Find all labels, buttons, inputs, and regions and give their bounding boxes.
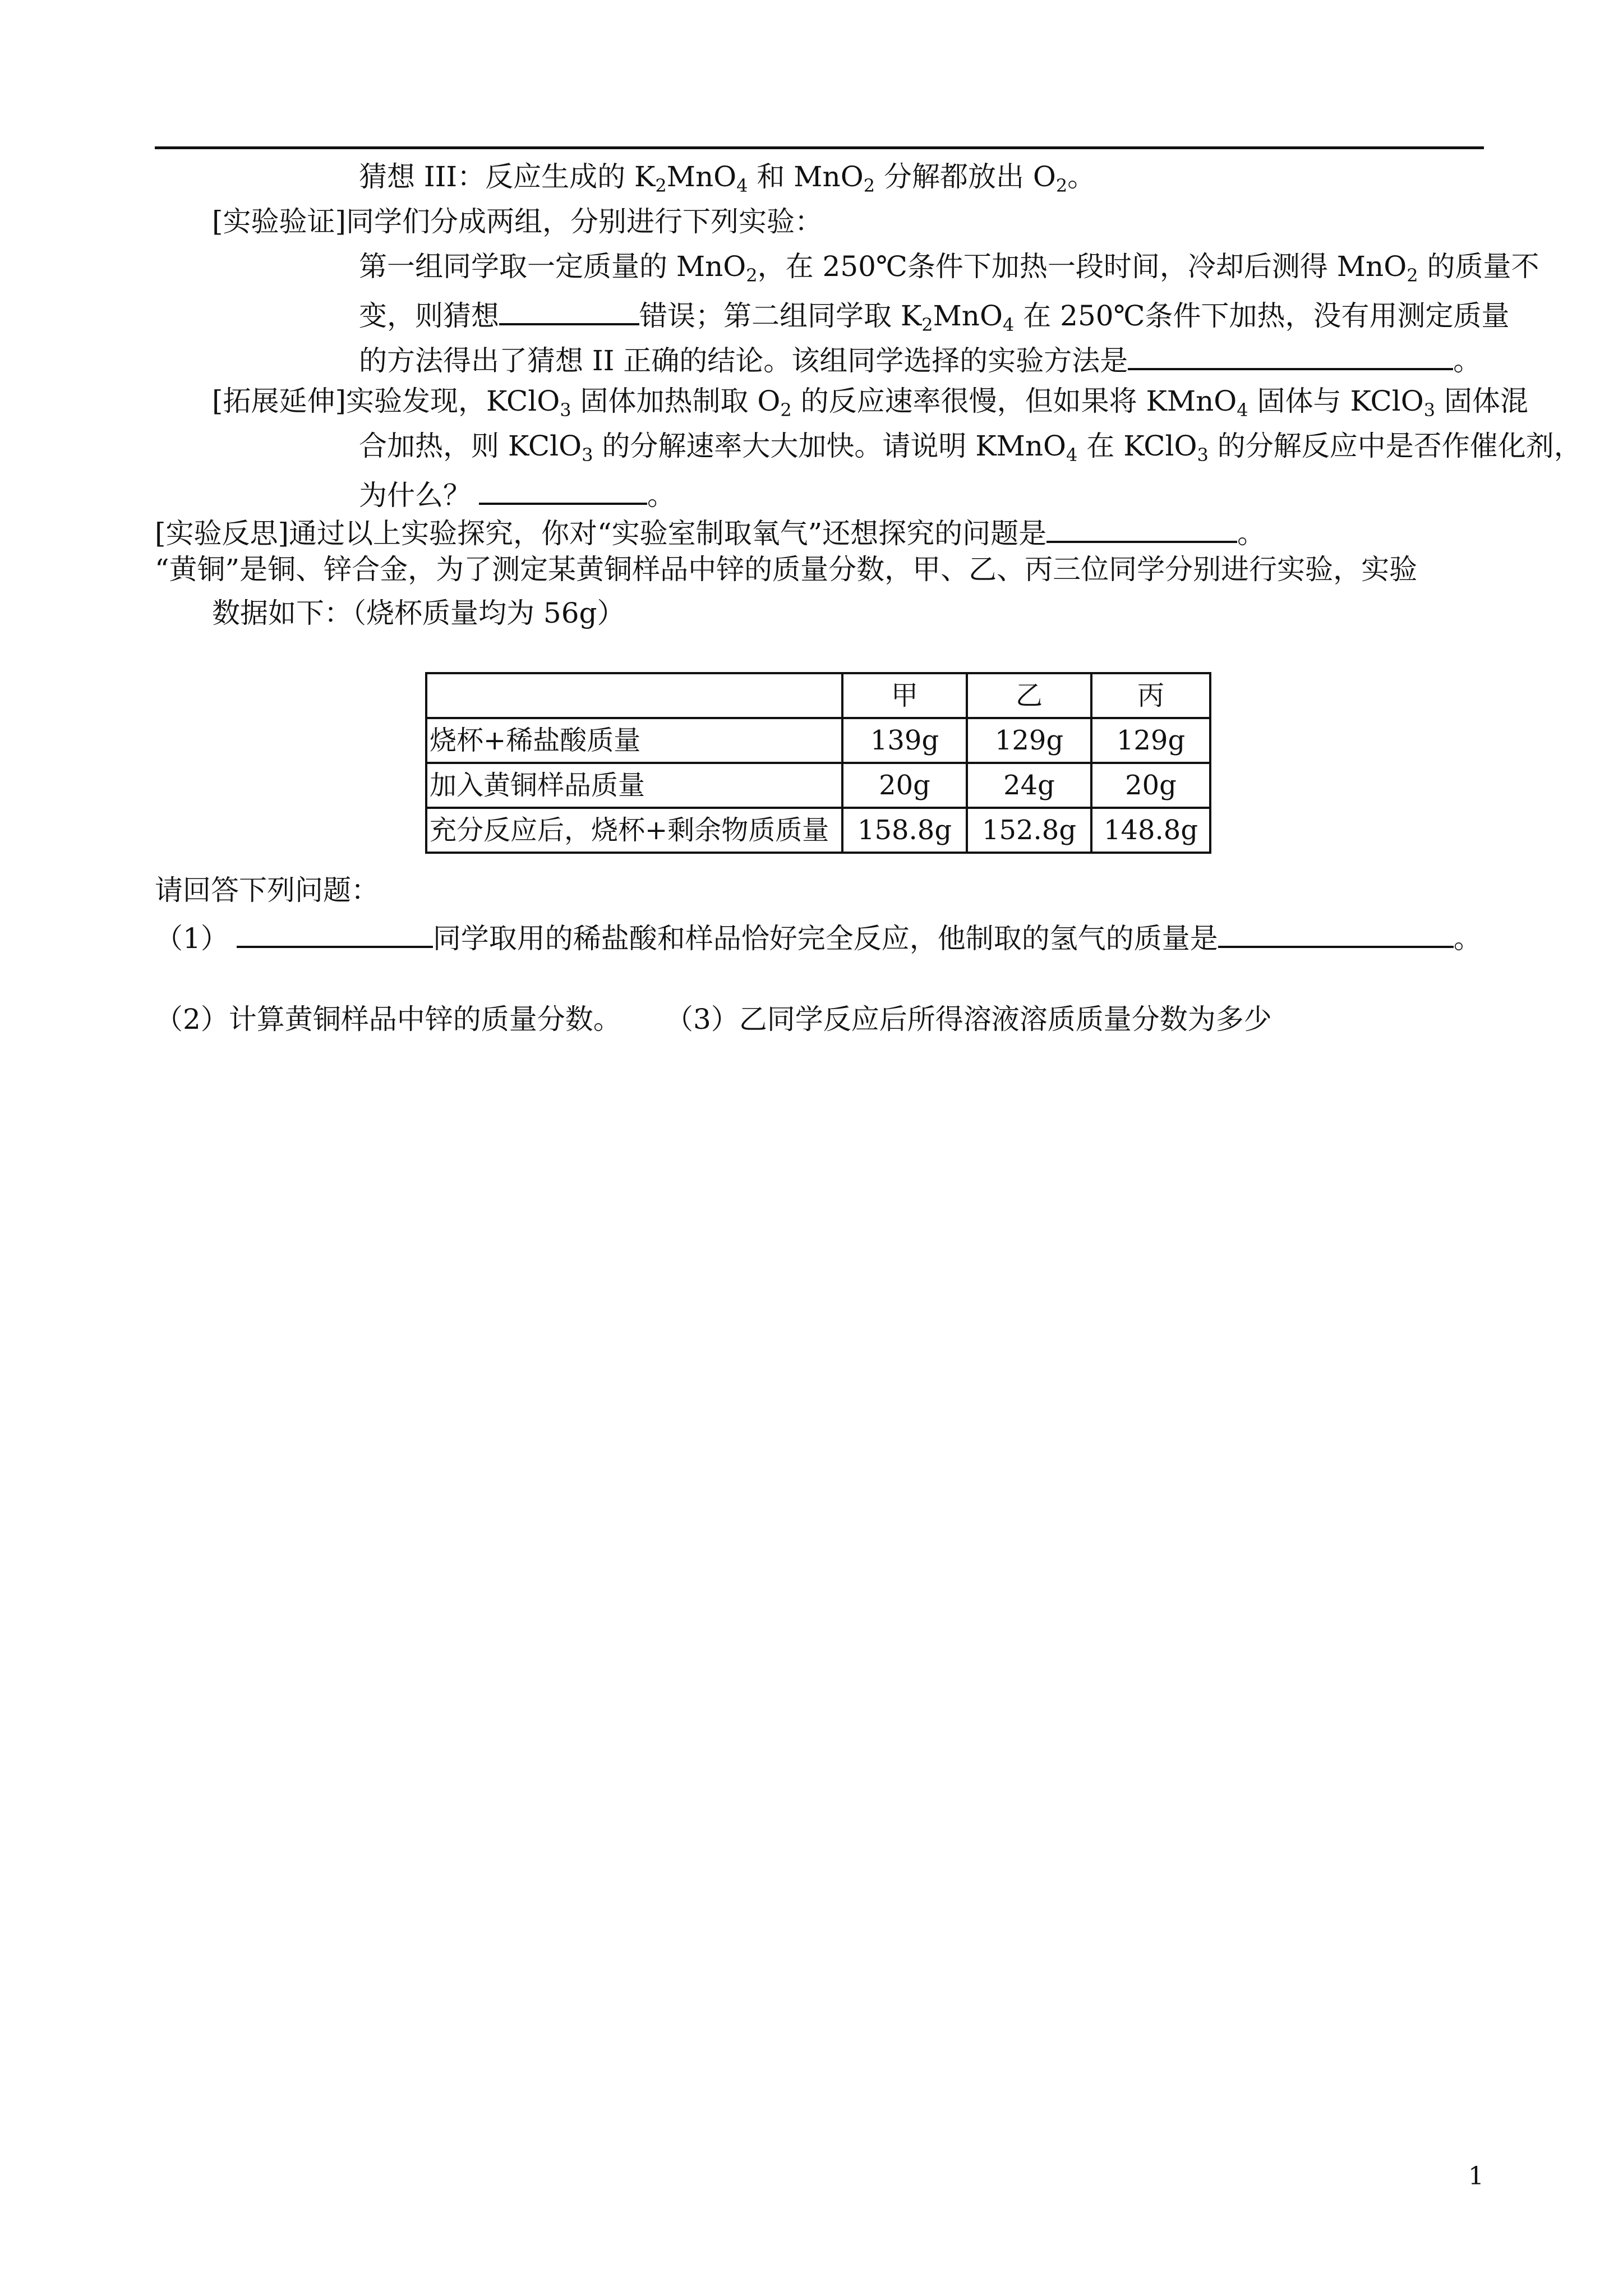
table-header-yi: 乙 — [967, 673, 1091, 718]
table-header-row — [426, 673, 1210, 718]
table-cell: 20g — [842, 763, 967, 808]
group1-text: 第一组同学取一定质量的 MnO$_2$，在 250℃条件下加热一段时间，冷却后测得 MnO$_2$ 的质量不 — [359, 250, 1539, 286]
experiment-data-table — [425, 672, 1211, 854]
table-header-jia: 甲 — [842, 673, 967, 718]
table-row — [426, 808, 1210, 853]
method-question: 的方法得出了猜想 II 正确的结论。该组同学选择的实验方法是 。 — [359, 342, 1481, 375]
answer-blank-hydrogen-mass[interactable] — [1218, 920, 1454, 948]
group2-text: 变，则猜想 错误；第二组同学取 $K_2MnO_4$ 在 250℃条件下加热，没有用测定质量 — [359, 297, 1510, 330]
answer-blank-catalyst[interactable] — [479, 477, 647, 505]
header-rule — [155, 146, 1484, 149]
table-cell: 152.8g — [967, 808, 1091, 853]
extension-text: [拓展延伸]实验发现，KClO$_3$ 固体加热制取 $O_2$ 的反应速率很慢，但如果将 KMnO$_4$ 固体与 KClO$_3$ 固体混 — [212, 385, 1528, 421]
page-number: 1 — [1468, 2162, 1484, 2191]
data-intro: 数据如下：（烧杯质量均为 56g） — [212, 597, 625, 629]
table-cell: 20g — [1091, 763, 1210, 808]
answer-blank-hypothesis[interactable] — [499, 297, 639, 325]
table-cell: 139g — [842, 718, 967, 763]
table-cell: 129g — [967, 718, 1091, 763]
question-1: （1） 同学取用的稀盐酸和样品恰好完全反应，他制取的氢气的质量是 。 — [155, 920, 1482, 953]
table-row — [426, 718, 1210, 763]
table-header-empty — [426, 673, 842, 718]
catalyst-question: 为什么？ 。 — [359, 477, 675, 509]
reflection-text: [实验反思]通过以上实验探究，你对“实验室制取氧气”还想探究的问题是 。 — [155, 515, 1265, 547]
extension-text-2: 合加热，则 KClO$_3$ 的分解速率大大加快。请说明 KMnO$_4$ 在 KClO$_3$ 的分解反应中是否作催化剂， — [359, 430, 1582, 466]
brass-intro: “黄铜”是铜、锌合金，为了测定某黄铜样品中锌的质量分数，甲、乙、丙三位同学分别进行实验，实验 — [155, 553, 1418, 586]
table-row-label: 烧杯+稀盐酸质量 — [426, 718, 842, 763]
table-cell: 24g — [967, 763, 1091, 808]
table-cell: 158.8g — [842, 808, 967, 853]
table-cell: 129g — [1091, 718, 1210, 763]
answer-blank-reflection[interactable] — [1046, 515, 1237, 543]
question-3: （3）乙同学反应后所得溶液溶质质量分数为多少 — [665, 1003, 1272, 1036]
table-row-label: 充分反应后，烧杯+剩余物质质量 — [426, 808, 842, 853]
table-row — [426, 763, 1210, 808]
hypothesis-3: 猜想 III：反应生成的 $K_2MnO_4$ 和 MnO$_2$ 分解都放出 $O_2$。 — [359, 160, 1096, 196]
table-header-bing: 丙 — [1091, 673, 1210, 718]
answer-blank-method[interactable] — [1128, 342, 1453, 370]
table-row-label: 加入黄铜样品质量 — [426, 763, 842, 808]
answer-blank-student[interactable] — [237, 920, 433, 948]
questions-intro: 请回答下列问题： — [155, 874, 379, 907]
table-cell: 148.8g — [1091, 808, 1210, 853]
question-2: （2）计算黄铜样品中锌的质量分数。 — [155, 1003, 621, 1036]
experiment-verification: [实验验证]同学们分成两组，分别进行下列实验： — [212, 205, 823, 238]
